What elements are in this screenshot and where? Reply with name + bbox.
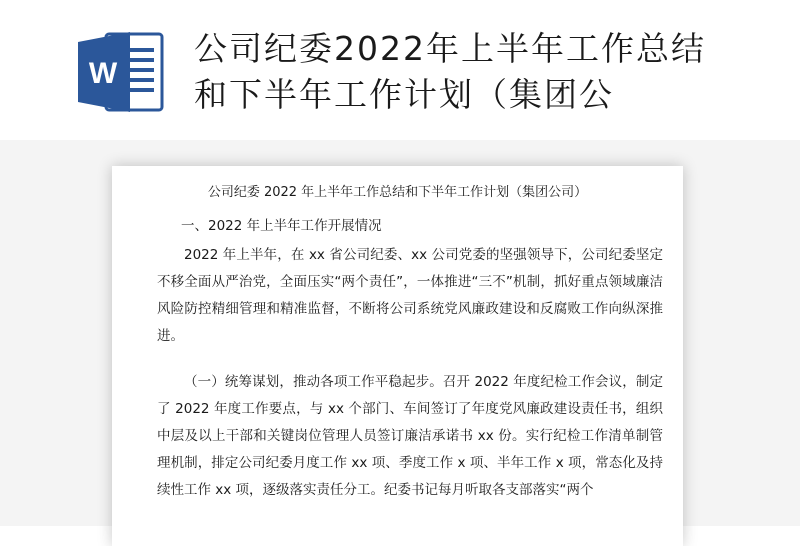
- document-page: [112, 166, 683, 546]
- word-icon: [76, 30, 164, 114]
- document-title: 公司纪委 2022 年上半年工作总结和下半年工作计划（集团公司）: [207, 185, 588, 200]
- svg-text:W: W: [88, 57, 118, 90]
- header-banner: [0, 0, 800, 140]
- section-heading: 一、2022 年上半年工作开展情况: [181, 218, 382, 234]
- paragraph-2: （一）统筹谋划，推动各项工作平稳起步。召开 2022 年度纪检工作会议，制定了 2022 年度工作要点，与 xx 个部门、车间签订了年度党风廉政建设责任书，组织中层及以上干部和关键岗位管理人员签订廉洁承诺书 xx 份。实行纪检工作清单制管理机制，排定公司纪委月度工作 xx 项、季度工作 x 项、半年工作 x 项，常态化及持续性工作 xx 项，逐级落实责任分工。纪委书记每月听取各支部落实“两个: [157, 374, 663, 498]
- paragraph-1: 2022 年上半年，在 xx 省公司纪委、xx 公司党委的坚强领导下，公司纪委坚定不移全面从严治党，全面压实“两个责任”，一体推进“三不”机制，抓好重点领域廉洁风险防控精细管理和精准监督，不断将公司系统党风廉政建设和反腐败工作向纵深推进。: [157, 247, 663, 344]
- header-title: 公司纪委2022年上半年工作总结和下半年工作计划（集团公: [194, 29, 706, 114]
